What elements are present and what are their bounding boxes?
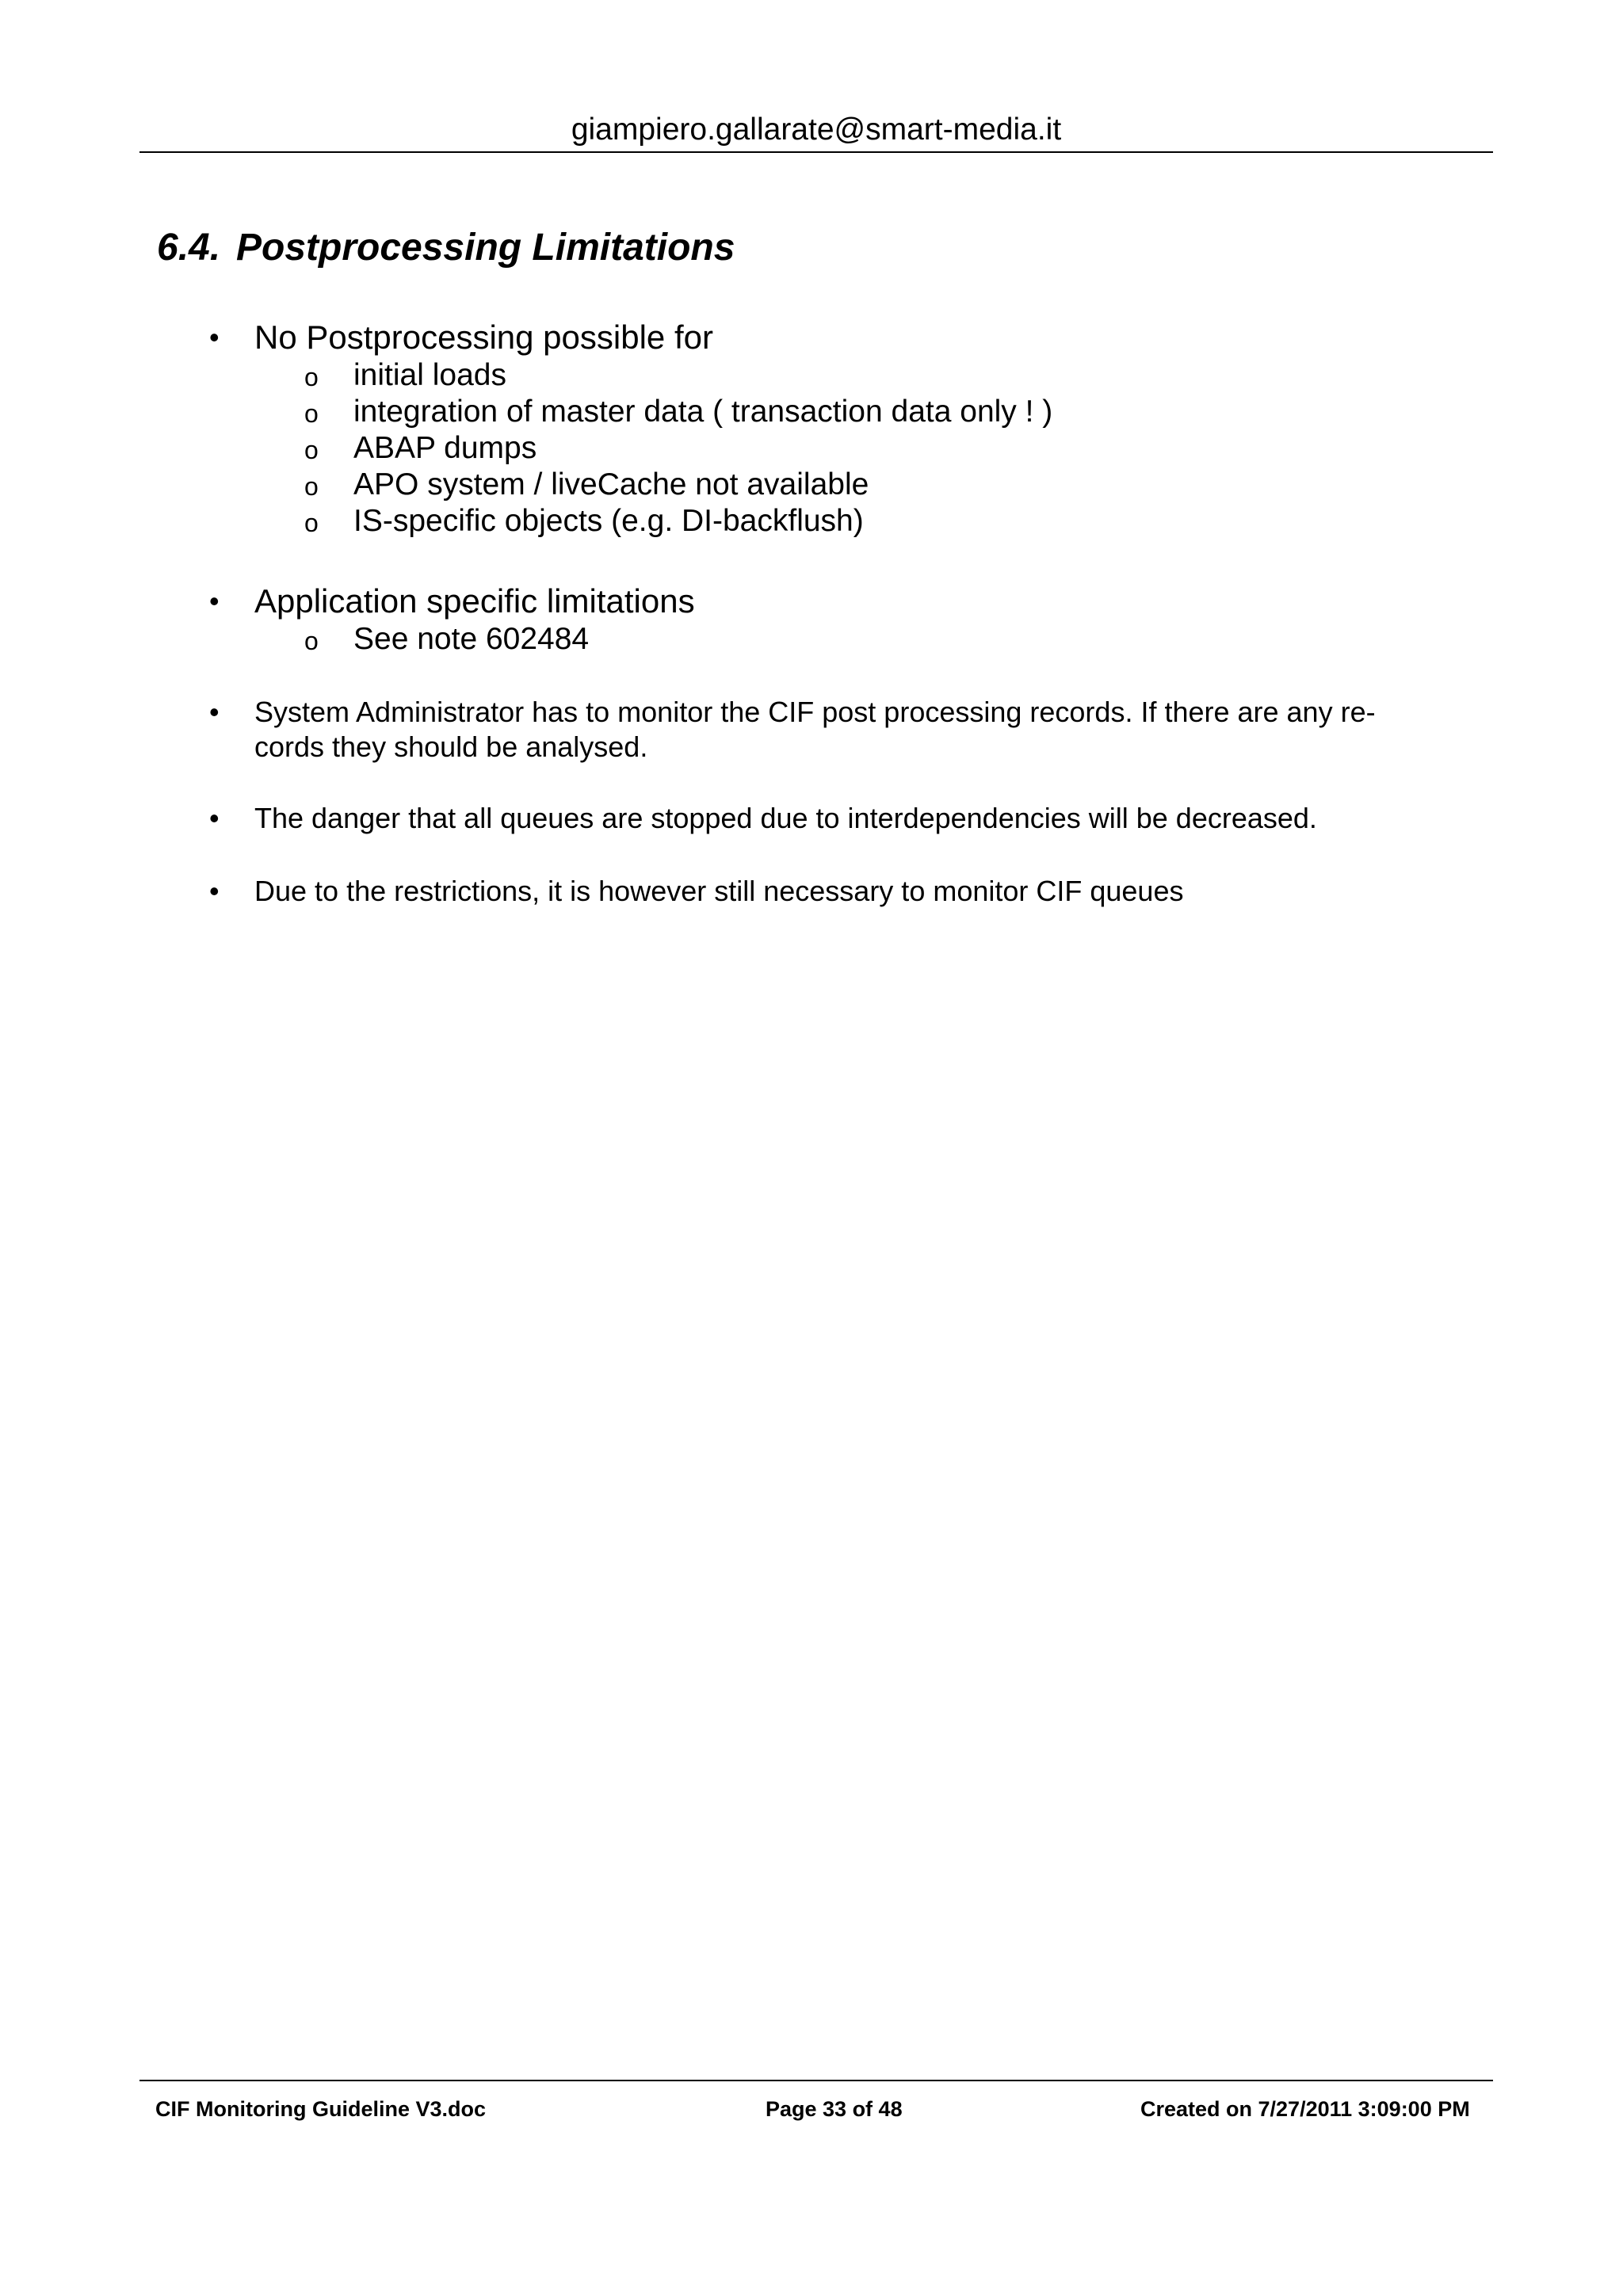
circle-bullet-icon: o xyxy=(304,509,319,537)
bullet-system-admin xyxy=(0,695,1623,765)
bullet-danger-queues xyxy=(0,801,1623,836)
circle-bullet-icon: o xyxy=(304,627,319,655)
bullet-no-postprocessing xyxy=(0,318,1623,540)
section-number: 6.4. xyxy=(157,227,221,269)
bullet-text-line: cords they should be analysed. xyxy=(254,730,648,763)
circle-bullet-icon: o xyxy=(304,472,319,501)
bullet-item xyxy=(0,801,1443,836)
sub-item-text: integration of master data ( transaction data only ! ) xyxy=(353,395,1053,429)
sub-item xyxy=(0,357,1623,394)
sub-item-text: APO system / liveCache not available xyxy=(353,467,869,502)
footer-divider xyxy=(139,2080,1493,2081)
section-heading xyxy=(157,224,735,272)
sub-item xyxy=(0,430,1623,467)
sub-item xyxy=(0,503,1623,540)
bullet-text: Due to the restrictions, it is however still necessary to monitor CIF queues xyxy=(254,875,1184,907)
bullet-application-limitations xyxy=(0,582,1623,658)
sub-item xyxy=(0,394,1623,430)
sub-list xyxy=(0,357,1623,540)
bullet-dot-icon: • xyxy=(209,696,220,728)
page-header-email: giampiero.gallarate@smart-media.it xyxy=(571,113,1062,147)
sub-item xyxy=(0,621,1623,658)
sub-list xyxy=(0,621,1623,658)
sub-item-text: initial loads xyxy=(353,358,506,392)
bullet-item xyxy=(0,582,1623,621)
bullet-item xyxy=(0,695,1443,765)
bullet-monitor-queues xyxy=(0,874,1623,909)
footer-page-number: Page 33 of 48 xyxy=(766,2097,903,2121)
bullet-item xyxy=(0,318,1623,357)
header-divider xyxy=(139,151,1493,153)
bullet-text: No Postprocessing possible for xyxy=(254,318,713,356)
sub-item-text: IS-specific objects (e.g. DI-backflush) xyxy=(353,504,864,538)
bullet-text: The danger that all queues are stopped due to interdependencies will be decreased. xyxy=(254,802,1317,834)
bullet-dot-icon: • xyxy=(209,321,220,353)
bullet-text-line: System Administrator has to monitor the CIF post processing records. If there are any re- xyxy=(254,696,1376,728)
sub-item xyxy=(0,467,1623,503)
bullet-text: Application specific limitations xyxy=(254,582,695,620)
circle-bullet-icon: o xyxy=(304,363,319,391)
footer-created-date: Created on 7/27/2011 3:09:00 PM xyxy=(1140,2097,1470,2121)
section-title: Postprocessing Limitations xyxy=(236,227,735,269)
bullet-dot-icon: • xyxy=(209,875,220,907)
sub-item-text: See note 602484 xyxy=(353,622,590,656)
circle-bullet-icon: o xyxy=(304,399,319,428)
bullet-dot-icon: • xyxy=(209,585,220,617)
bullet-dot-icon: • xyxy=(209,802,220,834)
bullet-item xyxy=(0,874,1443,909)
sub-item-text: ABAP dumps xyxy=(353,431,537,465)
footer-filename: CIF Monitoring Guideline V3.doc xyxy=(155,2097,486,2121)
circle-bullet-icon: o xyxy=(304,436,319,464)
